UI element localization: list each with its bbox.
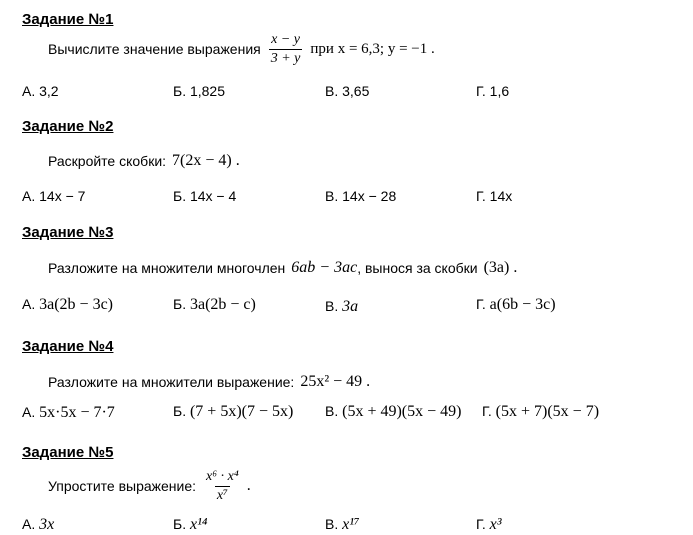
task-3-factor: (3a) .: [483, 259, 518, 276]
task-3-expression: 6ab − 3ac: [291, 259, 358, 276]
task-5-fraction-denominator: x⁷: [216, 487, 228, 503]
task-4-option-d[interactable]: Г. (5x + 7)(5x − 7): [482, 403, 600, 420]
task-1-option-d[interactable]: Г. 1,6: [476, 83, 510, 99]
task-5-option-d[interactable]: Г. x³: [476, 516, 502, 533]
task-1-fraction: [269, 32, 303, 67]
task-1-prompt: Вычислите значение выражения: [48, 41, 261, 57]
task-2-option-a[interactable]: А. 14x − 7: [22, 188, 86, 204]
task-2-prompt: Раскройте скобки:: [48, 153, 167, 169]
task-2-heading: Задание №2: [22, 118, 114, 135]
task-4-option-c[interactable]: В. (5x + 49)(5x − 49): [325, 403, 462, 420]
task-1-option-c[interactable]: В. 3,65: [325, 83, 370, 99]
task-3-option-d[interactable]: Г. a(6b − 3c): [476, 296, 556, 313]
task-2-option-d[interactable]: Г. 14x: [476, 188, 513, 204]
task-3-prompt-after: , вынося за скобки: [357, 260, 478, 276]
task-5-fraction: [204, 469, 241, 504]
task-1-question: [48, 29, 435, 69]
task-4-heading: Задание №4: [22, 338, 114, 355]
task-2-option-c[interactable]: В. 14x − 28: [325, 188, 397, 204]
task-2-expression: 7(2x − 4) .: [172, 152, 240, 169]
task-3-heading: Задание №3: [22, 224, 114, 241]
task-4-prompt: Разложите на множители выражение:: [48, 374, 295, 390]
task-4-option-a[interactable]: А. 5x·5x − 7·7: [22, 404, 115, 421]
task-1-option-b[interactable]: Б. 1,825: [173, 83, 226, 99]
task-4-expression: 25x² − 49 .: [300, 373, 371, 390]
task-2-question: [48, 152, 240, 170]
task-3-option-c[interactable]: В. 3a: [325, 298, 359, 315]
task-5-fraction-numerator: x⁶ · x⁴: [206, 468, 239, 484]
task-5-option-a[interactable]: А. 3x: [22, 516, 55, 533]
task-1-option-a[interactable]: А. 3,2: [22, 83, 59, 99]
task-5-heading: Задание №5: [22, 444, 114, 461]
task-4-option-b[interactable]: Б. (7 + 5x)(7 − 5x): [173, 403, 294, 420]
task-5-option-c[interactable]: В. x¹⁷: [325, 516, 360, 533]
task-5-question: [48, 464, 251, 508]
task-5-prompt: Упростите выражение:: [48, 478, 197, 494]
task-3-option-b[interactable]: Б. 3a(2b − c): [173, 296, 256, 313]
task-1-fraction-numerator: x − y: [271, 31, 300, 47]
task-2-option-b[interactable]: Б. 14x − 4: [173, 188, 237, 204]
task-5-option-b[interactable]: Б. x¹⁴: [173, 516, 208, 533]
task-1-heading: Задание №1: [22, 11, 114, 28]
task-3-prompt: Разложите на множители многочлен: [48, 260, 286, 276]
task-1-condition: при x = 6,3; y = −1 .: [310, 40, 435, 57]
task-5-period: .: [246, 477, 251, 494]
task-3-question: [48, 259, 517, 277]
task-4-question: [48, 373, 370, 391]
task-3-option-a[interactable]: А. 3a(2b − 3c): [22, 296, 114, 313]
task-1-fraction-denominator: 3 + y: [270, 50, 301, 66]
